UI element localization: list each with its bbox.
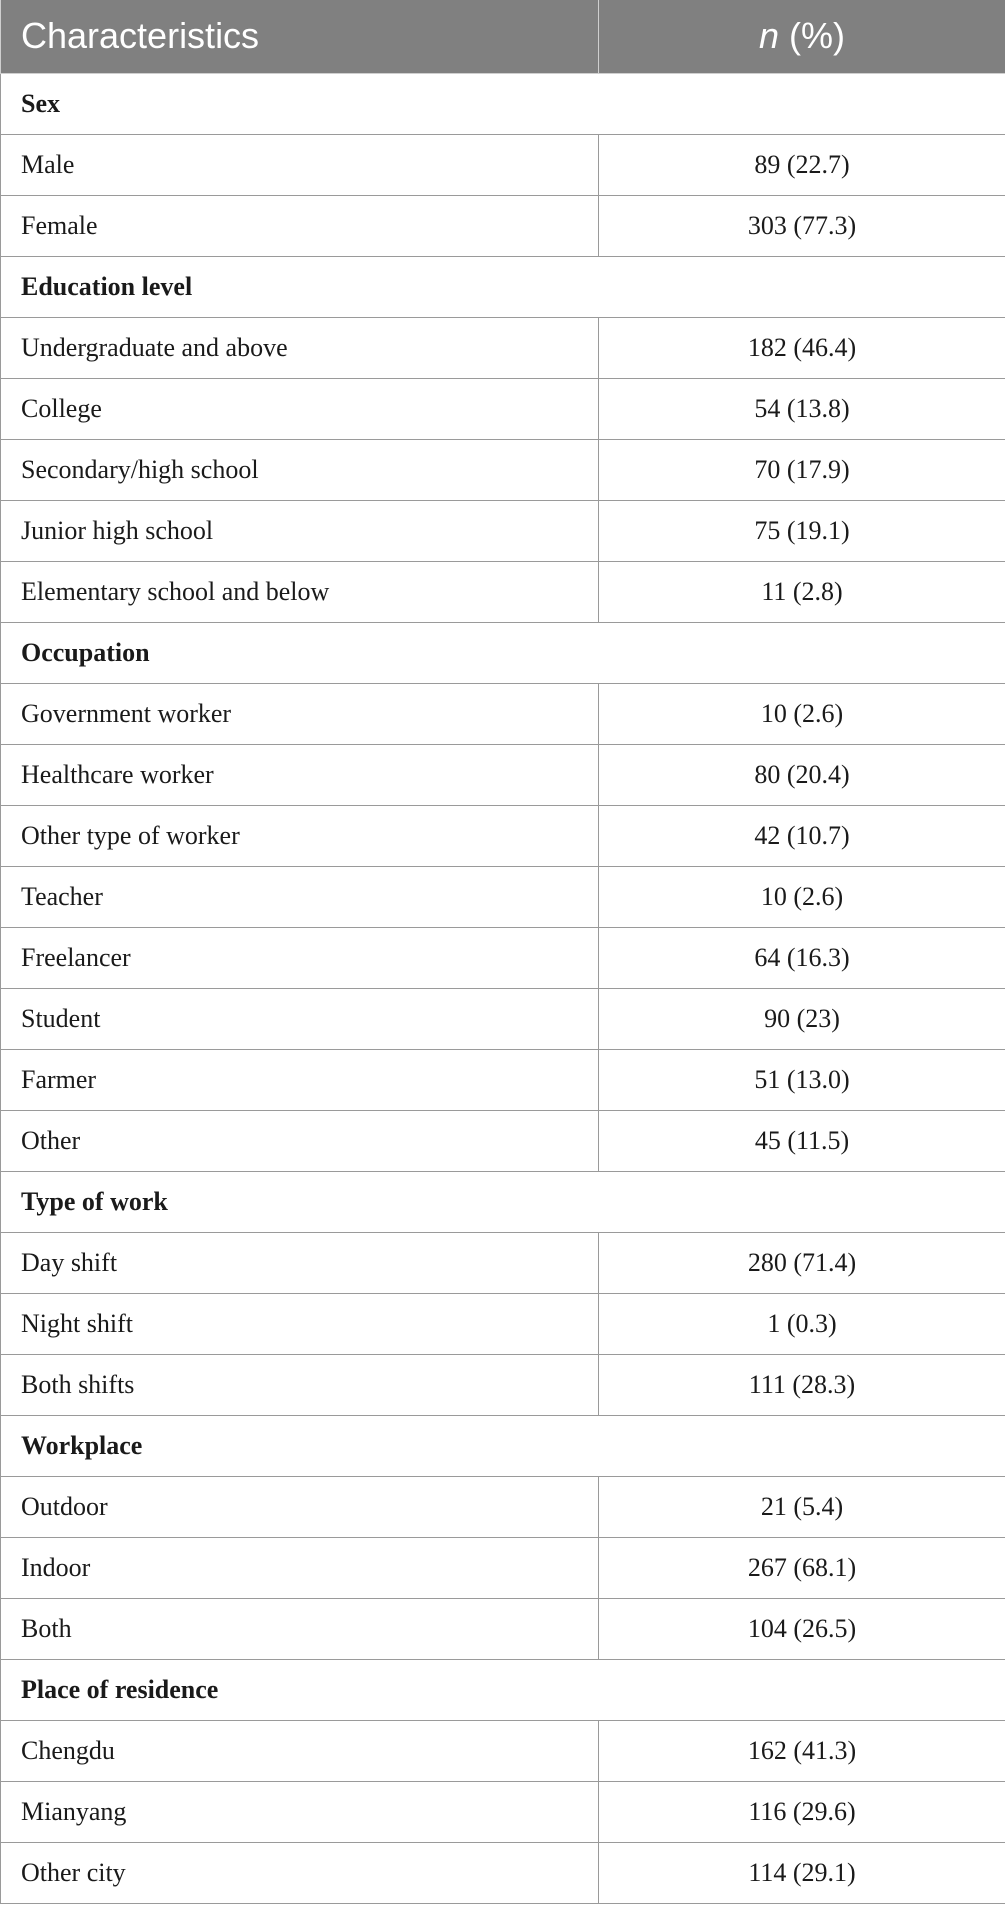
- table-header: [1, 0, 1005, 73]
- row-label: Other type of worker: [1, 805, 599, 866]
- row-value: 54 (13.8): [599, 378, 1005, 439]
- row-label: Other: [1, 1110, 599, 1171]
- row-value: 70 (17.9): [599, 439, 1005, 500]
- row-value: 182 (46.4): [599, 317, 1005, 378]
- row-value: 90 (23): [599, 988, 1005, 1049]
- row-label: Both shifts: [1, 1354, 599, 1415]
- table-row: [1, 1720, 1005, 1781]
- section-title: Education level: [1, 256, 1005, 317]
- row-label: Outdoor: [1, 1476, 599, 1537]
- row-value: 162 (41.3): [599, 1720, 1005, 1781]
- section-title: Sex: [1, 73, 1005, 134]
- section-title: Type of work: [1, 1171, 1005, 1232]
- row-label: Other city: [1, 1842, 599, 1903]
- table-row: [1, 1476, 1005, 1537]
- table-row: [1, 134, 1005, 195]
- section-title: Occupation: [1, 622, 1005, 683]
- table-row: [1, 927, 1005, 988]
- table-row: [1, 561, 1005, 622]
- row-label: Student: [1, 988, 599, 1049]
- row-label: Elementary school and below: [1, 561, 599, 622]
- row-label: Undergraduate and above: [1, 317, 599, 378]
- table-body: [1, 73, 1005, 1903]
- section-row: [1, 73, 1005, 134]
- row-value: 267 (68.1): [599, 1537, 1005, 1598]
- row-value: 111 (28.3): [599, 1354, 1005, 1415]
- row-value: 89 (22.7): [599, 134, 1005, 195]
- row-label: Teacher: [1, 866, 599, 927]
- row-label: Chengdu: [1, 1720, 599, 1781]
- row-label: Government worker: [1, 683, 599, 744]
- table-row: [1, 1781, 1005, 1842]
- row-value: 75 (19.1): [599, 500, 1005, 561]
- table-row: [1, 317, 1005, 378]
- row-value: 104 (26.5): [599, 1598, 1005, 1659]
- table-row: [1, 1110, 1005, 1171]
- row-label: Night shift: [1, 1293, 599, 1354]
- row-value: 10 (2.6): [599, 683, 1005, 744]
- table-row: [1, 378, 1005, 439]
- section-row: [1, 622, 1005, 683]
- table-row: [1, 1598, 1005, 1659]
- table-row: [1, 1842, 1005, 1903]
- table-row: [1, 195, 1005, 256]
- row-value: 51 (13.0): [599, 1049, 1005, 1110]
- table-row: [1, 1049, 1005, 1110]
- row-label: Mianyang: [1, 1781, 599, 1842]
- table-row: [1, 439, 1005, 500]
- row-label: Junior high school: [1, 500, 599, 561]
- row-label: Secondary/high school: [1, 439, 599, 500]
- section-row: [1, 1171, 1005, 1232]
- section-row: [1, 256, 1005, 317]
- row-label: Both: [1, 1598, 599, 1659]
- row-label: Female: [1, 195, 599, 256]
- header-n: n: [758, 15, 780, 57]
- row-label: Day shift: [1, 1232, 599, 1293]
- row-value: 80 (20.4): [599, 744, 1005, 805]
- row-label: Farmer: [1, 1049, 599, 1110]
- row-value: 64 (16.3): [599, 927, 1005, 988]
- table-row: [1, 1537, 1005, 1598]
- table-row: [1, 805, 1005, 866]
- table-row: [1, 988, 1005, 1049]
- row-value: 280 (71.4): [599, 1232, 1005, 1293]
- table-row: [1, 1232, 1005, 1293]
- section-title: Workplace: [1, 1415, 1005, 1476]
- section-row: [1, 1415, 1005, 1476]
- row-value: 116 (29.6): [599, 1781, 1005, 1842]
- table-row: [1, 744, 1005, 805]
- row-value: 10 (2.6): [599, 866, 1005, 927]
- row-value: 45 (11.5): [599, 1110, 1005, 1171]
- header-n-percent: [599, 0, 1005, 73]
- table-row: [1, 866, 1005, 927]
- section-row: [1, 1659, 1005, 1720]
- row-value: 1 (0.3): [599, 1293, 1005, 1354]
- row-value: 303 (77.3): [599, 195, 1005, 256]
- header-row: [1, 0, 1005, 73]
- table-row: [1, 1293, 1005, 1354]
- table-row: [1, 683, 1005, 744]
- row-value: 11 (2.8): [599, 561, 1005, 622]
- header-characteristics: Characteristics: [1, 0, 599, 73]
- row-value: 42 (10.7): [599, 805, 1005, 866]
- row-label: Male: [1, 134, 599, 195]
- row-label: Indoor: [1, 1537, 599, 1598]
- row-value: 114 (29.1): [599, 1842, 1005, 1903]
- table-row: [1, 1354, 1005, 1415]
- row-value: 21 (5.4): [599, 1476, 1005, 1537]
- header-percent: (%): [779, 15, 846, 57]
- table-row: [1, 500, 1005, 561]
- section-title: Place of residence: [1, 1659, 1005, 1720]
- row-label: College: [1, 378, 599, 439]
- row-label: Healthcare worker: [1, 744, 599, 805]
- row-label: Freelancer: [1, 927, 599, 988]
